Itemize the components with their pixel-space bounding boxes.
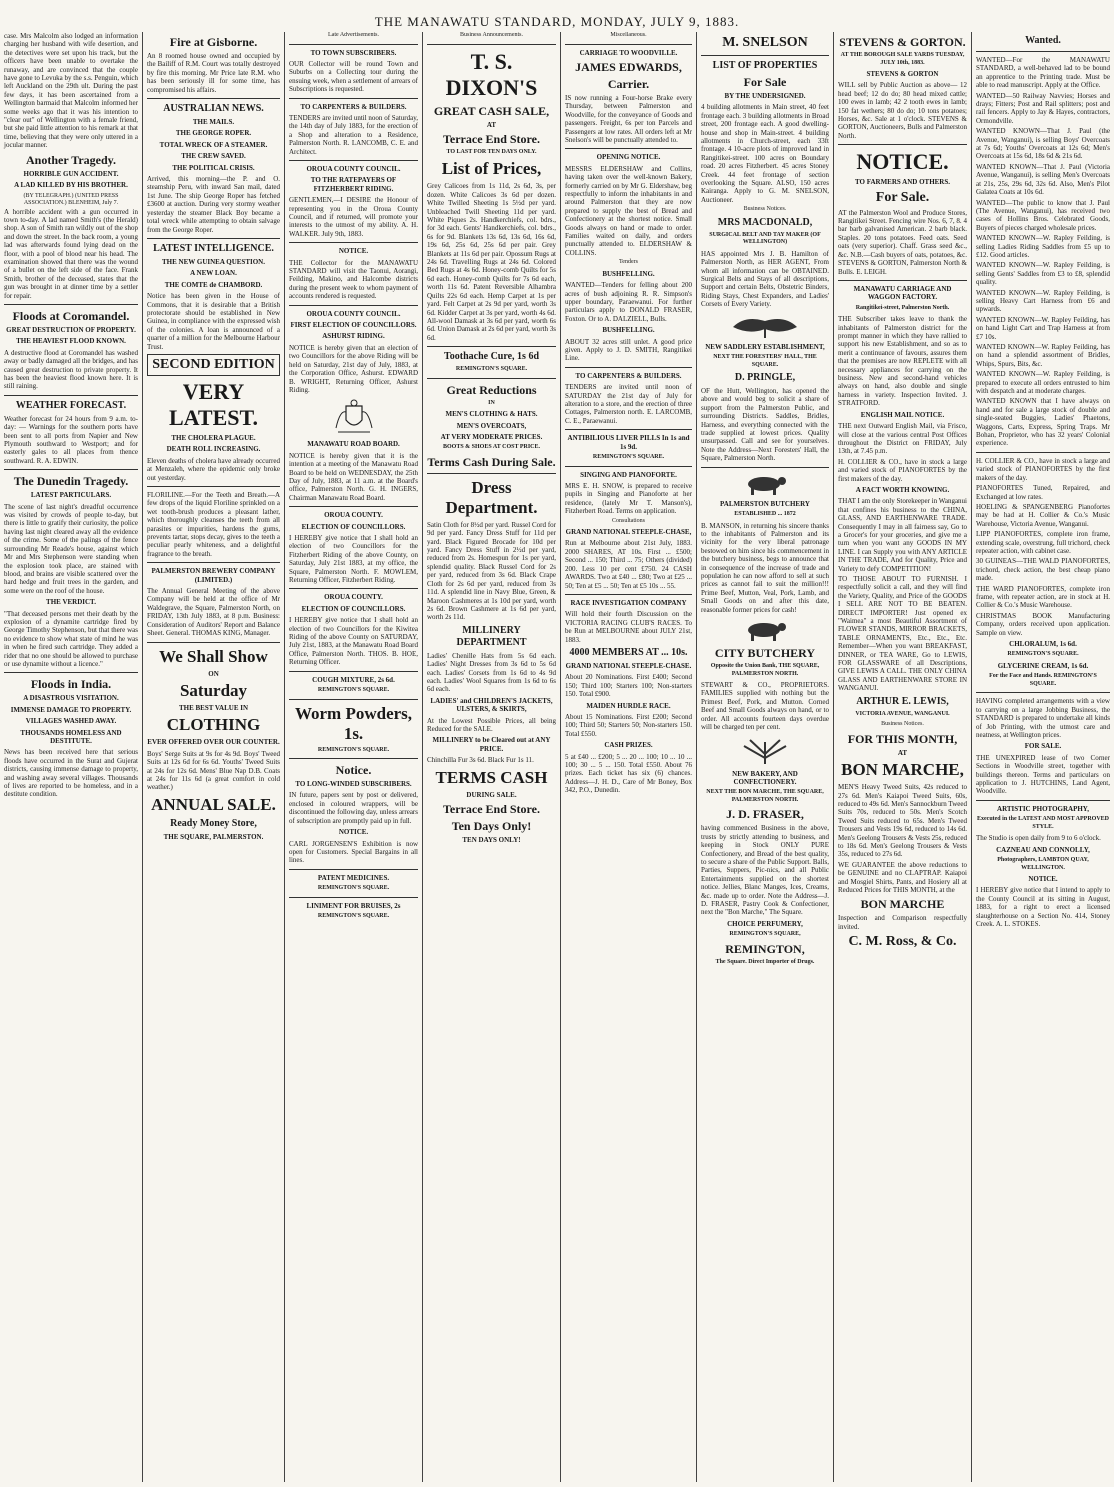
ad-address: REMINGTON'S SQUARE, — [729, 931, 801, 938]
subhead: THE NEW GUINEA QUESTION. — [162, 257, 265, 266]
ad-heading-list-of-prices: List of Prices, — [441, 159, 542, 179]
ad-line: ESTABLISHED ... 1872 — [734, 511, 796, 518]
ad-line-annual-sale: ANNUAL SALE. — [151, 794, 276, 814]
ad-heading: Notice. — [335, 763, 372, 778]
headline-dunedin-tragedy: The Dunedin Tragedy. — [13, 474, 129, 489]
subhead: ASHURST RIDING. — [322, 332, 385, 341]
headline-brewery: PALMERSTON BREWERY COMPANY (LIMITED.) — [151, 567, 276, 584]
article-body: A destructive flood at Coromandel has washed away or badly damaged all the bridges, and has caused great destruction to private property. It has been the heaviest flood known here. It is still raining. — [4, 348, 138, 391]
subhead: THE VERDICT. — [46, 598, 96, 607]
ad-heading: For Sale — [743, 75, 787, 89]
ad-heading: COUGH MIXTURE, 2s 6d. — [312, 675, 395, 684]
ad-heading: CARRIAGE TO WOODVILLE. — [579, 48, 678, 57]
property-list: 4 building allotments in Main street, 40 feet frontage each. 3 building allotments in Broad street, 200 frontage each. A good dwelling-house and shop in Main-street. 4 building allotments in Church-street, each 33ft frontage. 4 10-acre plots of improved land in Rangitikei-street. 100 acres on Boundary road. 20 acres Fitzherbert. 45 acres Stoney Creek. 44 feet frontage of section overlooking the Square. ALSO, 150 acres Kairanga. Apply to G. M. SNELSON, Auctioneer. — [701, 103, 829, 204]
subhead: THE COMTE de CHAMBORD. — [164, 280, 263, 289]
advertisement-body: THE Collector for the MANAWATU STANDARD will visit the Taonui, Aorangi, Feilding, Makino, and Halcombe districts during the present week to whom payment of accounts rendered is requested. — [289, 258, 418, 301]
ad-line: EVER OFFERED OVER OUR COUNTER. — [147, 738, 280, 747]
advertisement-body: THE UNEXPIRED lease of two Corner Sections in Woodville street, together with buildings thereon. Terms and particulars on application to J. HUTCHINS, Land Agent, Woodville. — [976, 753, 1110, 796]
advertisement-body: STEWART & CO., PROPRIETORS. FAMILIES supplied with nothing but the Primest Beef, Pork, and Mutton. Corned Beef and Small Goods always on hand, or to order. All accounts fourteen days overdue will be charged ten per cent. — [701, 681, 829, 732]
ad-heading-notice: NOTICE. — [856, 149, 949, 175]
headline-fire-gisborne: Fire at Gisborne. — [169, 35, 258, 49]
advertisement-body: HAS appointed Mrs J. B. Hamilton of Palmerston North, as HER AGENT, From whom all information can be OBTAINED. Surgical Belts and Stays of all descriptions, Support and certain Belts, Obstetric Binders, Riding Stays, Chest Expanders, and Ladies' Corsets of Every Variety. — [701, 249, 829, 309]
saddle-icon — [725, 313, 805, 339]
subhead: THE HEAVIEST FLOOD KNOWN. — [16, 337, 126, 346]
ad-heading-terms-cash: TERMS CASH — [435, 767, 548, 787]
subhead: A LAD KILLED BY HIS BROTHER. — [14, 181, 128, 190]
ad-heading: GRAND NATIONAL STEEPLE-CHASE. — [565, 661, 692, 670]
ad-heading: MAIDEN HURDLE RACE. — [586, 701, 671, 710]
ad-address: REMINGTON'S SQUARE. — [317, 885, 390, 892]
ad-heading: BON MARCHE — [860, 897, 945, 912]
bull-icon — [742, 472, 788, 496]
advertisement-body: The Annual General Meeting of the above Company will be held at the office of Mr Waldegrave, the Square, Palmerston North, on FRIDAY, 13th July 1883, at 8 p.m. Business: Consideration of Auditors' Report and Balance Sheet. General. THOMAS KING, Manager. — [147, 587, 280, 638]
wanted-ad: WANTED KNOWN—W. Rapley Feilding, is selling Heavy Cart Harness from £6 and upwards. — [976, 288, 1110, 314]
ad-heading: CASH PRIZES. — [604, 741, 653, 750]
wanted-ad: WANTED KNOWN—W. Rapley Feilding, has on hand a splendid assortment of Bridles, Whips, Spurs, Bits, &c. — [976, 343, 1110, 368]
subhead: DEATH ROLL INCREASING. — [166, 445, 261, 454]
ad-heading: For Sale. — [875, 189, 930, 205]
ad-heading: GREAT CASH SALE, — [433, 103, 550, 118]
wanted-ad: WANTED—50 Railway Navvies; Horses and drays; Fitters; Post and Rail splitters; post and rail fencers. Apply to Jay & Hayes, contractors, Ormondville. — [976, 91, 1110, 125]
section-label: Miscellaneous. — [610, 32, 647, 38]
advertisement-body: HAVING completed arrangements with a view to carrying on a large Jobbing Business, the STANDARD is prepared to undertake all kinds of Job Printing, with the utmost care and neatness, at Wellington prices. — [976, 697, 1110, 739]
article-body: Arrived, this morning—the P. and O. steamship Peru, with inward San mail, dated 1st June. The ship George Roper has fetched £3600 at auction. During very stormy weather yesterday the steamer Black Boy became a total wreck while attempting to obtain salvage from the George Roper. — [147, 175, 280, 234]
ad-heading: GRAND NATIONAL STEEPLE-CHASE, — [565, 528, 692, 537]
article-body: News has been received here that serious floods have occurred in the Surat and Gujerat districts, causing immense damage to property, and washing away several villages. Thousands of lives are reported to be homeless, and in a destitute condition. — [4, 748, 138, 799]
ad-heading: JAMES EDWARDS, — [575, 59, 682, 74]
wanted-ad: WANTED KNOWN—W. Rapley Feilding, is selling Gents' Saddles from £3 to £8, splendid quality. — [976, 261, 1110, 287]
price-list: Satin Cloth for 8½d per yard. Russel Cord for 9d per yard. Fancy Dress Stuff for 11d per yard. Black Figured Brocade for 10d per yard. Fancy Dress Stuff in 2½d per yard, reduced from 2s. Homespun for 1s per yard, splendid quality. Black Russel Cord for 2s per yard, reduced from 3s 6d. Black Crape Cloth for 2s 6d per yard, reduced from 3s 11d. A splendid line in Navy Blue, Green, & Maroon Cashmeres at 1s 10d per yard, worth 2s 6d. Brown Cashmere at 1s 6d per yard, worth 2s 11d. — [427, 520, 556, 622]
ad-line: AT — [897, 748, 908, 757]
ad-heading: Terrace End Store. — [443, 131, 540, 146]
ad-heading: OPENING NOTICE. — [596, 153, 661, 162]
ad-line: AT THE BOROUGH SALE YARDS TUESDAY, JULY 10th, 1883. — [840, 52, 965, 66]
article-body: Eleven deaths of cholera have already occurred at Menzaleh, where the epidemic only broke out yesterday. — [147, 456, 280, 482]
column-2 — [143, 32, 284, 1480]
ad-heading-dixons: T. S. DIXON'S — [445, 48, 538, 100]
advertisement-body: Inspection and Comparison respectfully invited. — [838, 914, 967, 931]
ad-heading: A FACT WORTH KNOWING. — [855, 485, 950, 494]
wanted-ad: WANTED KNOWN—That J. Paul (Victoria Avenue, Wanganui), is selling Men's Overcoats at 21s, 25s, 29s 6d, 32s 6d. Also, Men's Pilot Galatea Coats at 10s 6d. — [976, 162, 1110, 197]
price-list: Ladies' Chenille Hats from 5s 6d each. Ladies' Night Dresses from 3s 6d to 5s 6d each. Ladies' Corsets from 1s 6d to 4s 9d each. Ladies' Wool Squares from 1s 6d to 6s 6d each. — [427, 651, 556, 694]
ad-heading: NEW SADDLERY ESTABLISHMENT, — [705, 342, 825, 351]
ad-line: NEXT THE BON MARCHE, THE SQUARE, PALMERSTON NORTH. — [706, 789, 824, 803]
article-body: A horrible accident with a gun occurred in town to-day. A lad named Smith's (the Herald) shop. A son of Smith ran wildly out of the shop and down the street. In the back room, a young lad was afterwards found lying dead on the floor, with a pool of blood near his head. The examination showed that there was the wound of a bullet on the left side of the face. Frank Smith, brother of the deceased, states that the gun was brought in at dinner time by a settler for repair. — [4, 207, 138, 300]
wanted-ad: WANTED KNOWN—W. Rapley Feilding, is selling Ladies Riding Saddles from £5 up to £12. Good articles. — [976, 234, 1110, 259]
ad-heading: ANTIBILIOUS LIVER PILLS In 1s and 1s 9d. — [567, 434, 690, 451]
ad-heading: BUSHFELLING. — [602, 326, 655, 335]
advertisement-body: I HEREBY give notice that I intend to apply to the County Council at its sitting in August, 1883, for a right to erect a licensed slaughterhouse on a Section No. 414, Stoney Creek. A. L. STOKES. — [976, 886, 1110, 929]
ox-icon — [742, 618, 788, 642]
ad-line: AT — [486, 120, 497, 129]
article-body: The scene of last night's dreadful occurrence was visited by crowds of people to-day, but there is little to gratify their curiosity, the police having last night cleared away all the evidence of the crime. Some of the palings of the fence surrounding Mr Reade's house, against which Mr and Mrs Stephenson were standing when the explosion took place, are stained with blood, and brains are visible scattered over the hard hedge and fruit trees in the garden, and some were on the roof of the house. — [4, 502, 138, 595]
advertisement-body: TENDERS are invited until noon of Saturday, the 14th day of July 1883, for the erection of a Shop and alteration to a Residence, Palmerston North. R. LANCOMB, C. E. and Architect. — [289, 113, 418, 156]
ad-heading: FOR SALE. — [1024, 742, 1062, 751]
section-label: Late Advertisements. — [328, 32, 379, 38]
ad-heading: FOR THIS MONTH, — [847, 731, 958, 746]
ad-heading: CAZNEAU AND CONNOLLY, — [996, 845, 1090, 854]
ad-address: REMINGTON'S SQUARE. — [455, 366, 528, 373]
bakery-wheatsheaf-icon — [730, 736, 800, 766]
subhead: ELECTION OF COUNCILLORS. — [301, 604, 406, 613]
section-heading-wanted: Wanted. — [1025, 35, 1061, 46]
wanted-ad: WANTED KNOWN—W. Rapley Feilding, has on hand Light Cart and Trap Harness at from £7 10s. — [976, 315, 1110, 341]
ad-heading-snelson: M. SNELSON — [722, 35, 808, 50]
subhead: LATEST PARTICULARS. — [30, 491, 112, 500]
ad-heading-bon-marche: BON MARCHE, — [841, 760, 964, 780]
article-body: Notice has been given in the House of Commons, that it is desirable that a British protectorate should be established in New Guinea, in compliance with the expressed wish of the colonies. A loan is announced of a quarter of a million for the Melbourne Harbour Trust. — [147, 292, 280, 351]
ad-heading: MRS MACDONALD, — [717, 216, 813, 228]
ad-heading: BUSHFELLING. — [602, 269, 655, 278]
advertisement-body: H. COLLIER & CO., have in stock a large and varied stock of PIANOFORTES by the first makers of the day. — [838, 457, 967, 483]
subhead: THE POLITICAL CRISIS. — [172, 163, 255, 172]
ad-heading: MILLINERY to be Cleared out at ANY PRICE. — [432, 736, 551, 753]
ad-line: TO LAST FOR TEN DAYS ONLY. — [446, 148, 537, 155]
ad-heading: OROUA COUNTY COUNCIL. — [306, 164, 401, 173]
ad-heading: LADIES' and CHILDREN'S JACKETS, ULSTERS, & SKIRTS, — [430, 696, 553, 714]
wanted-ad: WANTED KNOWN—W. Rapley Feilding, is prepared to execute all orders entrusted to him with despatch and at moderate charges. — [976, 370, 1110, 396]
subhead: TO LONG-WINDED SUBSCRIBERS. — [295, 780, 412, 789]
ad-heading: D. PRINGLE, — [734, 372, 796, 384]
ad-heading: NOTICE. — [338, 247, 369, 256]
ad-line: MEN'S CLOTHING & HATS. — [445, 410, 538, 419]
advertisement-body: having commenced Business in the above, trusts by strictly attending to business, and keeping in Stock ONLY PURE Confectionery, and Bread of the best quality, to secure a share of the Public Support. Balls, Parties, Suppers, Pic-nics, and all Public Entertainments supplied on the shortest notice. Jellies, Blanc Manges, Ices, Creams, &c. made up to order. Note the Address—J. D. FRASER, Pastry Cook & Confectioner, next the "Bon Marche," The Square. — [701, 824, 829, 917]
ad-line: Photographers, LAMBTON QUAY, WELLINGTON. — [997, 857, 1089, 871]
advertisement-body: TO THOSE ABOUT TO FURNISH. I respectfully solicit a call, and they will find the Variety, Quality, and Price of the GOODS I SELL ARE NOT TO BE BEATEN. DIRECT IMPORTER! Just opened ex "Waimea" a most Beautiful Assortment of FLOWER STANDS, MIRROR BRACKETS, TABLE ORNAMENTS, Etc., Etc., Etc. Remember—When you want BREAKFAST, DINNER, or TEA WARE, Go to LEWIS, FOR GLASSWARE of all Descriptions, GIVE LEWIS A CALL. THE ONLY CHINA GLASS AND EARTHENWARE STORE IN WANGANUI. — [838, 575, 967, 693]
subhead: TOTAL WRECK OF A STEAMER. — [159, 140, 268, 149]
second-edition-banner: SECOND EDITION — [147, 354, 280, 376]
advertisement-body: IS now running a Four-horse Brake every Thursday, between Palmerston and Woodville, for the conveyance of Goods and passengers. Freight, 6s per ton Parcels and Passengers at low rates. All orders left at Mr Snelson's will be punctually attended to. — [565, 93, 692, 144]
column-8 — [972, 32, 1114, 1480]
prize-table: About 20 Nominations. First £400; Second 150; Third 100; Starters 100; Non-starters 150. Total £900. — [565, 673, 692, 699]
ad-heading: J. D. FRASER, — [726, 807, 804, 822]
advertisement-body: THE WARD PIANOFORTES, complete iron frame, with repeater action, are in stock at H. Collier & Co.'s Music Warehouse. — [976, 584, 1110, 610]
ad-heading: CHLORALUM, 1s 6d. — [1009, 640, 1077, 648]
advertisement-body: NOTICE is hereby given that an election of two Councillors for the above Riding will be held on Saturday, 21st day of July, 1883, at the Corporation Office, Ashurst. EDWARD B. WRIGHT, Returning Officer, Ashurst Riding. — [289, 343, 418, 394]
ad-line: SURGICAL BELT AND TAY MAKER (OF WELLINGTON) — [709, 231, 821, 246]
headline-weather: WEATHER FORECAST. — [15, 399, 127, 411]
ad-line: IN — [488, 399, 495, 406]
advertisement-body: ABOUT 32 acres still unlet. A good price given. Apply to J. D. SMITH, Rangitikei Line. — [565, 337, 692, 363]
ad-heading: OROUA COUNTY. — [324, 511, 383, 520]
ad-heading: SINGING AND PIANOFORTE. — [580, 470, 677, 479]
advertisement-floriline: FLORILINE.—For the Teeth and Breath.—A few drops of the liquid Floriline sprinkled on a wet tooth-brush produces a pleasant lather, which thoroughly cleanses the teeth from all parasites or impurities, hardens the gums, prevents tartar, stops decay, gives to the teeth a peculiar pearly whiteness, and a delightful fragrance to the breath. — [147, 491, 280, 558]
advertisement-body: OF the Hutt, Wellington, has opened the above and would beg to solicit a share of support from the Palmerston Public, and surrounding Districts. Saddles, Bridles, Harness, and everything connected with the trade supplied at lowest prices. Quality unsurpassed. Call and see for yourselves. Note the Address—Next Foresters' Hall, the Square, Palmerston North. — [701, 387, 829, 463]
subhead: THE MAILS. — [192, 118, 235, 127]
ad-line: The Square. Direct Importer of Drugs. — [715, 958, 815, 965]
ad-line: Executed in the LATEST AND MOST APPROVED STYLE. — [976, 816, 1110, 830]
advertisement-body: 30 GUINEAS—THE WALD PIANOFORTES, trichord, check action, the best cheap piano made. — [976, 557, 1110, 583]
advertisement-body: IN future, papers sent by post or delivered, enclosed in coloured wrappers, will be discontinued the following day, unless arrears of subscription are promptly paid up in full. — [289, 791, 418, 825]
ad-line: BOOTS & SHOES AT COST PRICE. — [442, 444, 541, 451]
article-body: Weather forecast for 24 hours from 9 a.m. to-day: — Warnings for the southern ports have been sent to all ports from Napier and New Plymouth southward to Westport; and for easterly gales to all places from thence southward. R. A. EDWIN. — [4, 414, 138, 465]
advertisement-body: Chinchilla Fur 3s 6d. Black Fur 1s 11. — [427, 756, 534, 765]
section-label: Business Announcements. — [460, 32, 523, 38]
ad-heading: OROUA COUNTY. — [324, 593, 383, 602]
subhead: FIRST ELECTION OF COUNCILLORS. — [290, 321, 417, 330]
section-label: Tenders — [619, 259, 638, 266]
ad-heading: TO CARPENTERS & BUILDERS. — [300, 102, 407, 111]
ad-heading: CHOICE PERFUMERY, — [727, 919, 803, 928]
advertisement-body: PIANOFORTES Tuned, Repaired, and Exchanged at low rates. — [976, 484, 1110, 501]
advertisement-body: THAT I am the only Storekeeper in Wanganui that confines his business to the CHINA, GLASS, AND EARTHENWARE TRADE. Consequently I may in all fairness say, Go to a Grocer's for your groceries, and give me a turn when you want any GOODS IN MY LINE. I can Supply you with ANY ARTICLE IN THE TRADE, And for Quality, Price and Variety to defy COMPETITION! — [838, 497, 967, 573]
headline-we-shall-show: We Shall Show — [159, 646, 268, 666]
advertisement-body: NOTICE is hereby given that it is the intention at a meeting of the Manawatu Road Board to be held on WEDNESDAY, the 25th Day of July, 1883, at 11 a.m. at the Board's office, Palmerston North. G. H. INGERS, Chairman Manawatu Road Board. — [289, 451, 418, 502]
ad-heading: RACE INVESTIGATION COMPANY — [570, 598, 687, 607]
ad-heading: 4000 MEMBERS AT ... 10s. — [569, 646, 688, 658]
ad-line: BY THE UNDERSIGNED. — [724, 92, 806, 100]
subhead: THE GEORGE ROPER. — [175, 129, 252, 138]
subhead: A DISASTROUS VISITATION. — [23, 694, 119, 703]
ad-heading-dress-department: Dress Department. — [445, 477, 538, 517]
ad-heading: Toothache Cure, 1s 6d — [443, 351, 539, 363]
headline-australian-news: AUSTRALIAN NEWS. — [163, 103, 264, 115]
ad-heading: NOTICE. — [1028, 875, 1058, 883]
ad-heading: LINIMENT FOR BRUISES, 2s — [306, 901, 401, 910]
subhead: THOUSANDS HOMELESS AND DESTITUTE. — [20, 728, 122, 745]
wanted-ad: WANTED—The public to know that J. Paul (The Avenue, Wanganui), has received two cases of Hollins Bros. Celebrated Goods, Buyers of pieces charged wholesale prices. — [976, 198, 1110, 232]
headline-latest-intelligence: LATEST INTELLIGENCE. — [153, 242, 274, 254]
headline-very-latest: VERY LATEST. — [168, 378, 259, 430]
ad-line-ready-money-store: Ready Money Store, — [170, 817, 257, 829]
column-7 — [834, 32, 971, 1480]
column-1 — [0, 32, 142, 1480]
ad-line: TEN DAYS ONLY! — [462, 836, 521, 844]
ad-line: Terrace End Store. — [443, 802, 540, 816]
ad-heading: ENGLISH MAIL NOTICE. — [860, 410, 945, 419]
ad-heading: REMINGTON, — [725, 941, 805, 956]
ad-heading: ARTHUR E. LEWIS, — [856, 695, 949, 707]
ad-line: DURING SALE. — [466, 790, 517, 799]
ad-heading: STEVENS & GORTON — [866, 70, 939, 78]
advertisement-body: MRS E. H. SNOW, is prepared to receive pupils in Singing and Pianoforte at her residence, (lately Mr T. Manson's), Fitzherbert Road. Terms on application. — [565, 481, 692, 516]
subhead: HORRIBLE GUN ACCIDENT. — [23, 169, 119, 178]
price-list: Grey Calicoes from 1s 11d, 2s 6d, 3s, per dozen. White Calicoes 3s 6d per dozen. White Twilled Sheeting 1s 5½d per yard. Unbleached Twill Sheeting 11d per yard. White Piques 2s. Handkerchiefs, col. bdrs., for 3d each. Gents' Handkerchiefs, col. bdrs., 6s for 9d. Blankets 13s 6d, 13s 6d, 16s 6d, 19s 6d, 25s 6d, 25s 6d per pair. Grey Blankets at 11s 6d per pair. Opossum Rugs at 24s 6d. Travelling Rugs at 24s 6d. Colored Bed Rugs at 4s 6d. Honey-comb Quilts for 5s 6d each. Honey-comb Quilts for 7s 6d each, worth 11s 6d. Patent Reversible Alhambra Quilts 22s 6d each. Hemp Carpet at 1s per yard. Felt Carpet at 2s 9d per yard, worth 3s 6d. Kidder Carpet at 3s per yard, worth 4s 6d. All-wool Damask at 3s 6d per yard, worth 6s 6d. Union Damask at 2s 6d per yard, worth 3s 6d. — [427, 182, 556, 342]
ad-line: THE BEST VALUE IN — [178, 703, 249, 712]
advertisement-body: CARL JORGENSEN'S Exhibition is now open for Customers. Special Bargains in all lines. — [289, 839, 418, 865]
masthead: THE MANAWATU STANDARD, MONDAY, JULY 9, 1883. — [374, 14, 740, 29]
ad-heading: PALMERSTON BUTCHERY — [720, 499, 810, 508]
ad-heading: C. M. Ross, & Co. — [848, 934, 957, 950]
ad-heading: CITY BUTCHERY — [714, 646, 816, 661]
subhead: A NEW LOAN. — [190, 269, 237, 278]
advertisement-body: AT the Palmerston Wool and Produce Stores, Rangitikei Street. Fencing wire Nos. 6, 7, 8. 4 bar barb galvanised American. 2 barb black. Staples. 20 tons potatoes. Feed oats. Seed oats (very superior). Chaff. Grass seed &c., &c. N.B.—Cash buyers of oats, potatoes, &c. STEVENS & GORTON, Palmerston North & Bulls. E. LEIGH. — [838, 208, 967, 276]
advertisement-body: MESSRS ELDERSHAW and Collins, having taken over the well-known Bakery, formerly carried on by Mr G. Eldershaw, beg respectfully to inform the inhabitants in and around Palmerston that they are now prepared to supply the best of Bread and Confectionery at the shortest notice. Small Goods always on hand or made to order. Families waited on daily, and orders punctually attended to. ELDERSHAW & COLLINS. — [565, 164, 692, 257]
subhead: THE CHOLERA PLAGUE. — [171, 433, 256, 442]
ad-heading: MANAWATU ROAD BOARD. — [307, 440, 400, 449]
ad-heading: NEW BAKERY, AND CONFECTIONERY. — [732, 769, 798, 786]
subhead: IMMENSE DAMAGE TO PROPERTY. — [10, 705, 132, 714]
ad-heading: MANAWATU CARRIAGE AND WAGGON FACTORY. — [853, 284, 952, 302]
advertisement-body: H. COLLIER & CO., have in stock a large and varied stock of PIANOFORTES by the first makers of the day. — [976, 456, 1110, 482]
ad-address: REMINGTON'S SQUARE. — [317, 687, 390, 694]
prize-table: About 15 Nominations. First £200; Second 100; Third 50; Starters 50; Non-starters 150. Total £550. — [565, 712, 692, 738]
ad-line: VICTORIA AVENUE, WANGANUI. — [855, 710, 950, 717]
ad-line: THE SQUARE, PALMERSTON. — [163, 832, 264, 841]
advertisement-body: TENDERS are invited until noon of SATURDAY the 21st day of July for alteration to a store, and the erection of three Cottages, Palmerston north. E. LARCOMB, C. E., Paraewanui. — [565, 383, 692, 425]
ad-address: REMINGTON'S SQUARE. — [592, 454, 665, 461]
ad-line: MEN'S OVERCOATS, — [456, 421, 527, 430]
section-label: Business Notices. — [743, 206, 787, 213]
subhead: VILLAGES WASHED AWAY. — [25, 717, 117, 726]
wanted-ad: WANTED—For the MANAWATU STANDARD, a well-behaved lad to be bound an apprentice to the Printing trade. Must be able to read manuscript. Apply at the Office. — [976, 56, 1110, 90]
subhead: TO THE RATEPAYERS OF FITZHERBERT RIDING. — [310, 176, 397, 193]
ad-heading: TO TOWN SUBSCRIBERS. — [310, 48, 397, 57]
ad-line: TO FARMERS AND OTHERS. — [854, 178, 951, 187]
advertisement-body: WE GUARANTEE the above reductions to be GENUINE and no CLAPTRAP. Kaiapoi and Mosgiel Shirts, Pants, and Hosiery all at Reduced Prices for THIS MONTH, at the — [838, 860, 967, 894]
advertisement-body: WILL sell by Public Auction as above— 12 head beef; 12 do do; 80 head mixed cattle; 100 ewes in lamb; 42 2 tooth ewes in lamb; 150 fat wethers; 80 do do; 10 tons potatoes; Horses, &c. Sale at 1 o'clock. STEVENS & GORTON, Auctioneers, Bulls and Palmerston North. — [838, 81, 967, 140]
ad-address: REMINGTON'S SQUARE. — [317, 746, 390, 753]
article-body: case. Mrs Malcolm also lodged an information charging her husband with wife desertion, and the detectives were set upon his track, but the officers have been unable to overtake the runaway, and are convinced that the couple have gone to Levuka by the s.s. Penguin, which left Auckland on the 29th ult. During the past few days, it has been ascertained from a Wellington barmaid that Malcolm informed her some weeks ago that it was his intention to "clear out" of Wellington with a female friend, but she paid little attention to his remark at that time, believing that they were only uttered in a jocular manner. — [4, 32, 138, 150]
ad-line-clothing: CLOTHING — [166, 715, 261, 735]
advertisement-body: OUR Collector will be round Town and Suburbs on a Collecting tour during the ensuing week, when a settlement of arrears of Subscriptions is requested. — [289, 59, 418, 94]
price-list: MEN'S Heavy Tweed Suits, 42s reduced to 27s 6d. Men's Kaiapoi Tweed Suits, 60s, reduced to 49s 6d. Men's Sannockburn Tweed Suits 70s, reduced to 50s. Men's Scotch Tweed Suits reduced to 65s. Men's Tweed Trousers and Vests 19s 6d, reduced to 14s 6d. Men's Geelong Trousers & Vests 25s, reduced to 18s 6d. Men's Geelong Trousers & Vests 35s, reduced to 27s 6d. — [838, 783, 967, 859]
ad-heading: MILLINERY DEPARTMENT — [456, 624, 527, 648]
dateline: (BY TELEGRAPH.) (UNITED PRESS ASSOCIATION.) BLENHEIM, July 7. — [23, 192, 119, 206]
ad-line: NEXT THE FORESTERS' HALL, THE SQUARE. — [713, 354, 817, 368]
subhead: THE CREW SAVED. — [181, 152, 246, 161]
ad-heading: TO CARPENTERS & BUILDERS. — [575, 371, 682, 380]
section-label: Consultations — [611, 517, 645, 524]
ad-address: For the Face and Hands. REMINGTON'S SQUARE. — [989, 673, 1097, 687]
headline-floods-india: Floods in India. — [30, 677, 112, 692]
advertisement-body: WANTED—Tenders for felling about 200 acres of bush adjoining R. R. Simpson's upper boundary, Paraewanui. For further particulars apply to DONALD FRASER, Foxton. Or to A. DALZIELL, Bulls. — [565, 281, 692, 323]
ad-line: Ten Days Only! — [451, 819, 532, 833]
advertisement-body: I HEREBY give notice that I shall hold an election of two Councillors for the Fitzherbert Riding of the above County, on Saturday, July 21st 1883, at my office, the Square, Palmerston North. F. MOWLEM, Returning Officer, Fitzherbert Riding. — [289, 533, 418, 584]
headline-another-tragedy: Another Tragedy. — [25, 152, 116, 167]
advertisement-body: Boys' Serge Suits at 9s for 4s 9d. Boys' Tweed Suits at 12s 6d for 6s 6d. Youths' Tweed Suits at 24s for 12s 6d. Mens' Blue Nap D.B. Coats at 24s for 11s 6d (a great comfort in cold weather.) — [147, 749, 280, 792]
ad-heading: LIST OF PROPERTIES — [712, 60, 818, 71]
advertisement-body: LIPP PIANOFORTES, complete iron frame, extending scale, overstrung, full trichord, check repeater action, with cabinet case. — [976, 530, 1110, 555]
subhead: GREAT DESTRUCTION OF PROPERTY. — [6, 325, 136, 334]
headline-floods-coromandel: Floods at Coromandel. — [12, 308, 130, 323]
ad-heading-worm-powders: Worm Powders, 1s. — [294, 703, 413, 743]
ad-heading: Carrier. — [607, 76, 650, 91]
ad-address: REMINGTON'S SQUARE. — [1007, 651, 1079, 658]
ad-line: Terms Cash During Sale. — [427, 454, 556, 469]
advertisement-body: HOELING & SPANGENBERG Pianofortes may be had at H. Collier & Co.'s Music Warehouse, Victoria Avenue, Wanganui. — [976, 502, 1110, 528]
article-body: An 8 roomed house owned and occupied by the Bailiff of R.M. Court was totally destroyed by fire this morning. Mr Price late R.M. who has been seriously ill for some time, has compromised his affairs. — [147, 52, 280, 94]
column-5 — [561, 32, 696, 1480]
advertisement-body: CHRISTMAS BOOK Manufacturing Company, orders received upon application. Sample on view. — [976, 611, 1110, 637]
column-3 — [285, 32, 422, 1480]
advertisement-body: I HEREBY give notice that I shall hold an election of two Councillors for the Kiwitea Riding of the above County on SATURDAY, July 21st, 1883, at the Manawatu Road Board Office, Palmerston North. THOS. B. HOE, Returning Officer. — [289, 616, 418, 667]
ad-heading: PATENT MEDICINES. — [317, 873, 390, 882]
ad-heading: OROUA COUNTY COUNCIL. — [306, 309, 401, 318]
column-4 — [423, 32, 560, 1480]
ad-address: REMINGTON'S SQUARE. — [317, 913, 390, 920]
ad-heading: ARTISTIC PHOTOGRAPHY, — [997, 804, 1089, 813]
ad-heading: GLYCERINE CREAM, 1s 6d. — [997, 661, 1089, 670]
coat-of-arms-icon — [332, 398, 376, 436]
advertisement-body: THE Subscriber takes leave to thank the inhabitants of Palmerston district for the prompt manner in which they have rallied to support his new Establishment, and so as to merit a continuance of favours, assures them that the premises are now REPLETE with all necessary appliances for carrying on the business. New and second-hand vehicles always on hand, also double and single harness in variety. Inspection Invited. J. STRATFORD. — [838, 315, 967, 408]
ad-heading: NOTICE. — [338, 828, 369, 837]
prize-table: 5 at £40 ... £200; 5 ... 20 ... 100; 10 ... 10 ... 100; 30 ... 5 ... 150. Total £550. About 76 prizes. Each ticket has six (6) chances. Address—J. H. D., Care of Mr Boney, Box 342, P.O., Dunedin. — [565, 752, 692, 795]
advertisement-body: THE next Outward English Mail, via Frisco, will close at the various central Post Offices throughout the District on FRIDAY, July 13th, at 7.45 p.m. — [838, 422, 967, 456]
ad-line-saturday: Saturday — [179, 680, 248, 700]
article-body: "That deceased persons met their death by the explosion of a dynamite cartridge fired by George Timothy Stephenson, but that there was no evidence to show what state of mind he was in when he fired such cartridge. They added a rider that no one should be allowed to purchase or use dynamite without a licence." — [4, 609, 138, 668]
advertisement-body: Will hold their fourth Discussion on the VICTORIA RACING CLUB'S RACES. To be Run at MELBOURNE about JULY 21st, 1883. — [565, 610, 692, 644]
advertisement-body: The Studio is open daily from 9 to 6 o'clock. — [976, 834, 1101, 843]
ad-line: ON — [208, 669, 219, 678]
advertisement-body: B. MANSON, in returning his sincere thanks to the inhabitants of Palmerston and its vicinity for the very liberal patronage bestowed on him since his commencement in the butchery business, begs to announce that in consequence of the increase of trade and population he can now afford to sell at such prices as cannot fail to suit the million!!! Prime Beef, Mutton, Veal, Pork, Lamb, and Small Goods on and after this date, reasonable former prices for cash! — [701, 521, 829, 614]
wanted-ad: WANTED KNOWN that I have always on hand and for sale a large stock of double and single-seated Buggies, Ladies' Phaetons, Waggons, Carts, Express, Spring Traps. Mr Bohan, Proprietor, who has 32 years' Colonial experience. — [976, 397, 1110, 448]
wanted-ad: WANTED KNOWN—That J. Paul (the Avenue, Wanganui), is selling Boys' Overcoats at 7s 6d; Youths' Overcoats at 12s 6d; Men's Overcoats at 15s 6d, 18s 6d & 21s 6d. — [976, 127, 1110, 161]
section-label: Business Notices. — [881, 721, 924, 728]
column-6 — [697, 32, 833, 1480]
advertisement-body: At the Lowest Possible Prices, all being Reduced for the SALE. — [427, 716, 556, 733]
ad-heading-stevens-gorton: STEVENS & GORTON. — [839, 35, 966, 49]
subhead: ELECTION OF COUNCILLORS. — [301, 522, 406, 531]
advertisement-body: GENTLEMEN,—I DESIRE the Honour of representing you in the Oroua County Council, and if returned, will promote your interests to the utmost of my ability. A. H. WALKER. July 9th, 1883. — [289, 196, 418, 238]
ad-heading-great-reductions: Great Reductions — [446, 382, 537, 397]
advertisement-body: Run at Melbourne about 21st July, 1883. 2000 SHARES, AT 10s. First ... £500; Second ... 150; Third ... 75; Others (divided) 200. Less 10 per cent £750. 24 CASH AWARDS. Two at £40 ... £80; Two at £25 ... 50; Ten at £5 ... 50; Ten at £5 10s ... 55. — [565, 539, 692, 590]
ad-line: Opposite the Union Bank, THE SQUARE, PALMERSTON NORTH. — [710, 663, 820, 677]
ad-line: AT VERY MODERATE PRICES. — [440, 432, 543, 441]
ad-line: Rangitikei-street, Palmerston North. — [855, 304, 950, 311]
